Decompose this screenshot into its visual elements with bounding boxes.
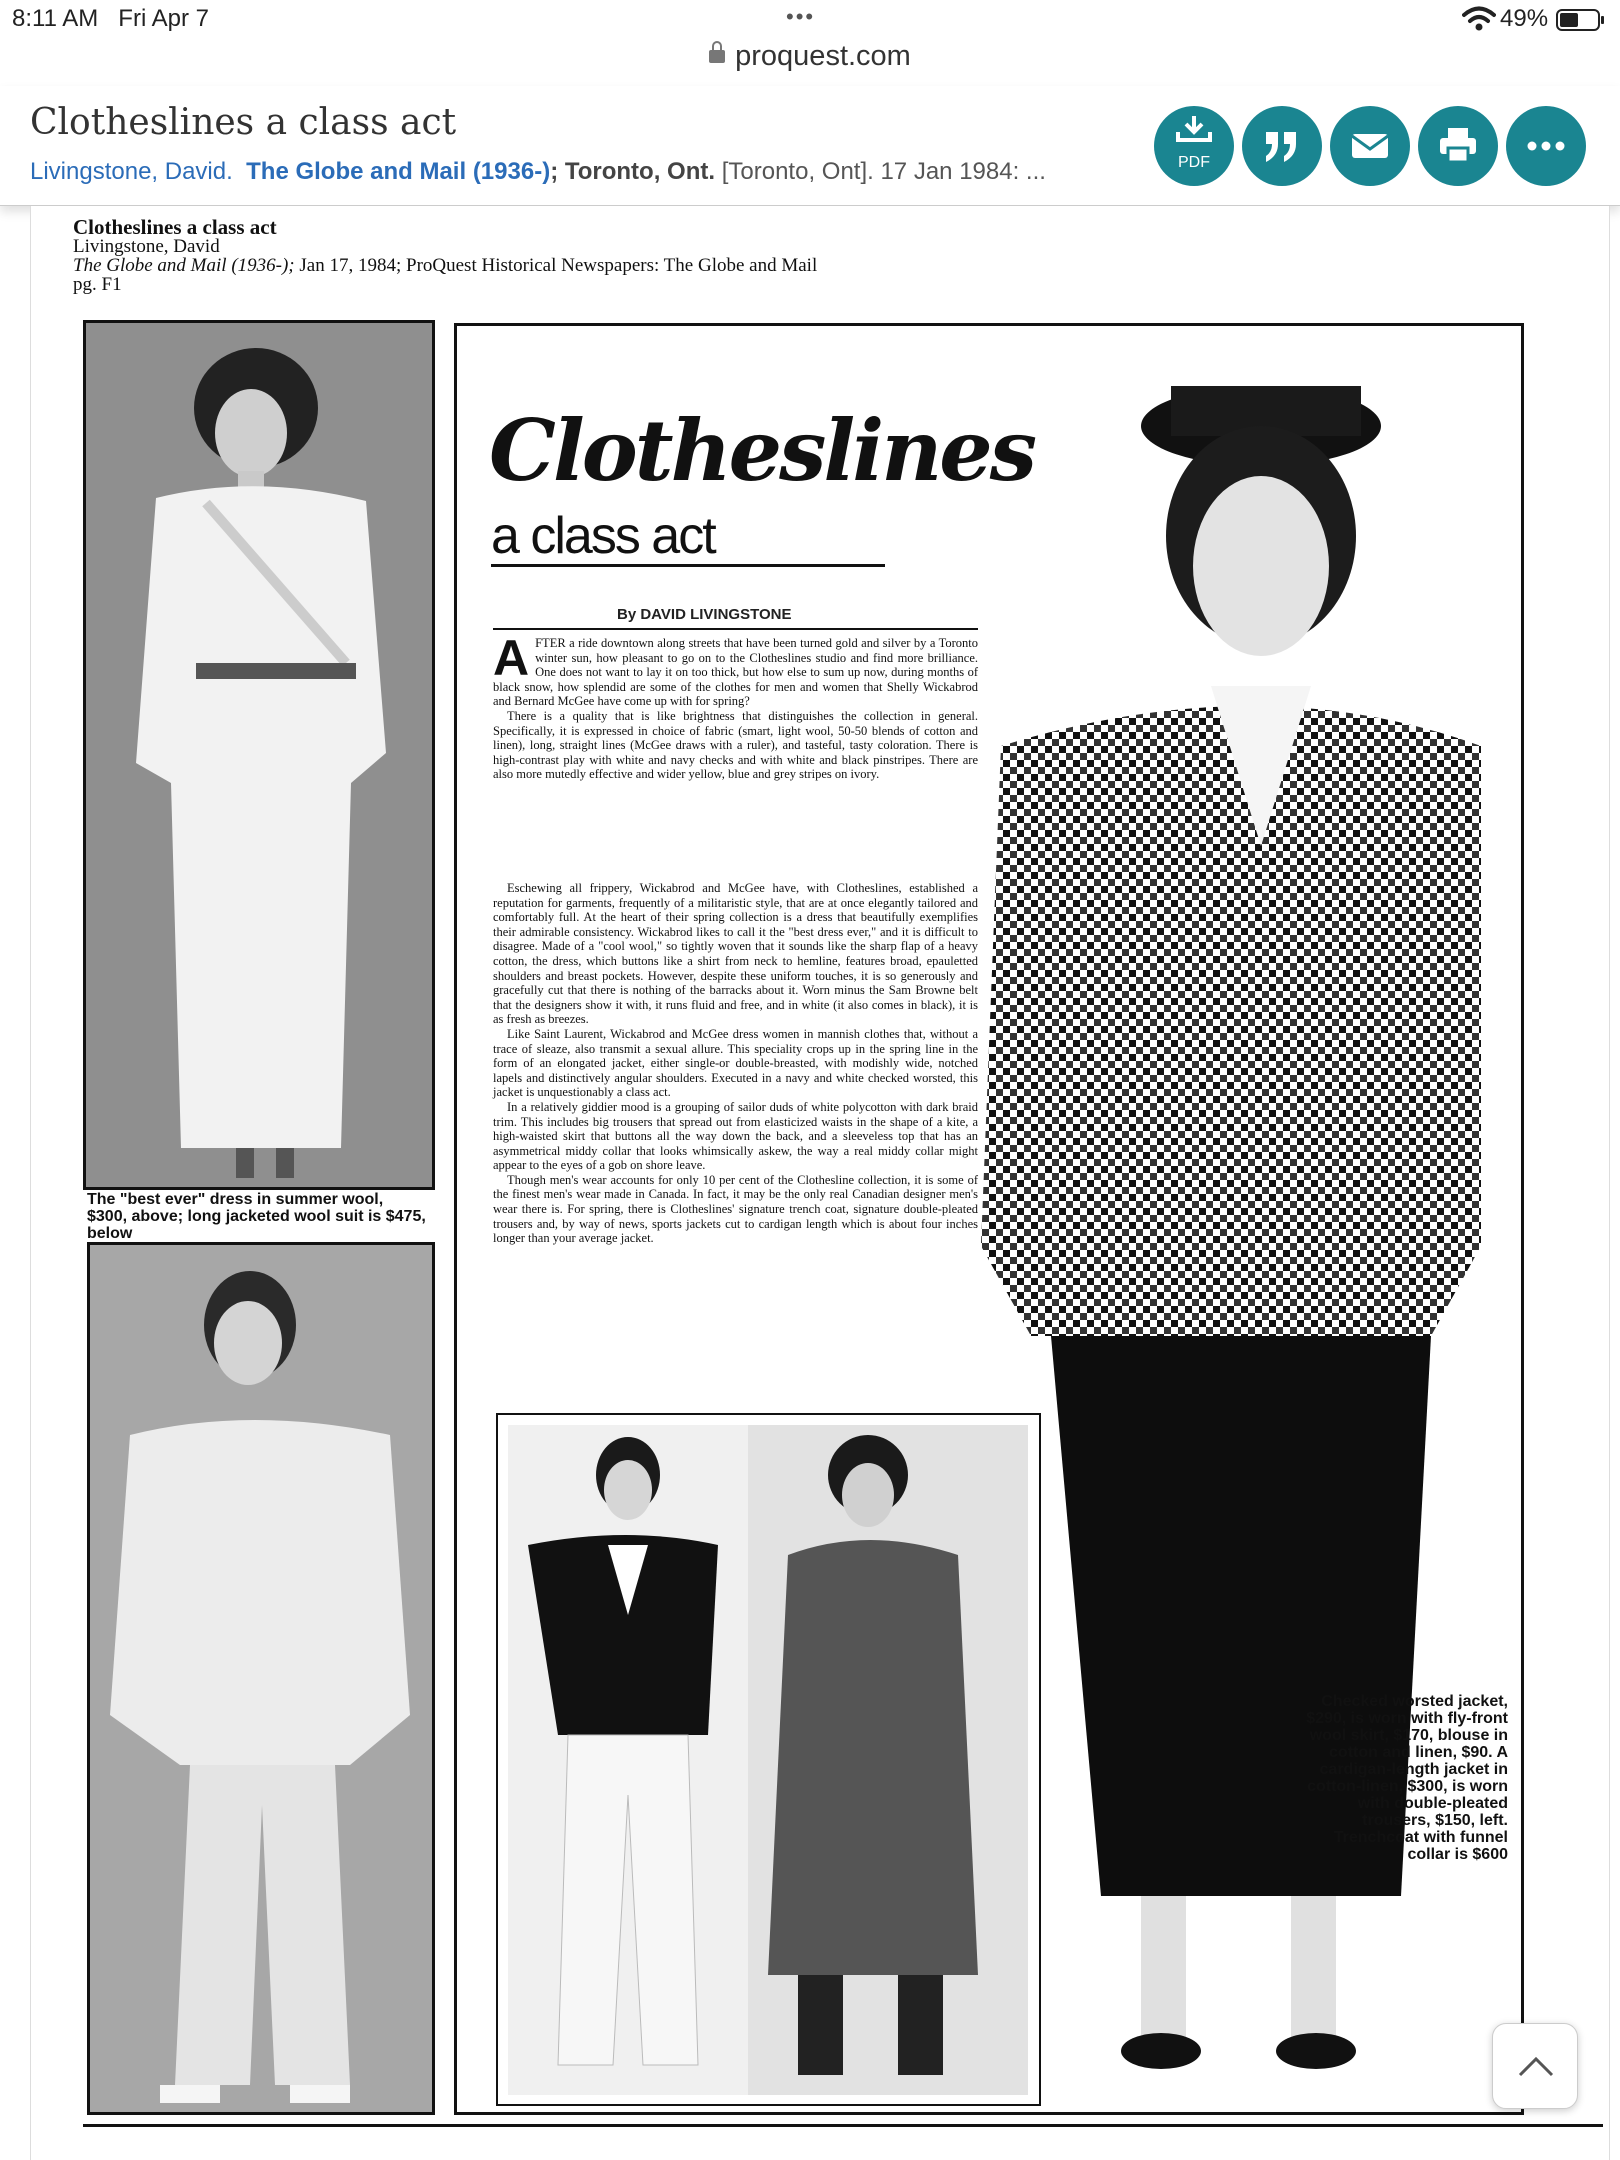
pdf-label: PDF bbox=[1178, 154, 1210, 171]
more-icon bbox=[1524, 124, 1568, 168]
publication-details: [Toronto, Ont]. 17 Jan 1984: ... bbox=[721, 158, 1046, 185]
left-caption: The "best ever" dress in summer wool, $300, above; long jacketed wool suit is $475, below bbox=[87, 1191, 426, 1242]
document-header bbox=[0, 86, 1620, 206]
author-link[interactable]: Livingstone, David. bbox=[30, 158, 233, 185]
email-button[interactable] bbox=[1330, 106, 1410, 186]
status-bar bbox=[0, 0, 1620, 42]
document-page bbox=[30, 206, 1610, 2160]
download-icon bbox=[1172, 114, 1216, 144]
print-icon bbox=[1436, 124, 1480, 168]
more-options-button[interactable] bbox=[1506, 106, 1586, 186]
article-headline: Clotheslines bbox=[489, 401, 1035, 500]
chevron-up-icon bbox=[1516, 2051, 1556, 2081]
address-bar[interactable] bbox=[0, 40, 1620, 82]
battery-icon bbox=[1556, 9, 1600, 31]
citation-details: Jan 17, 1984; ProQuest Historical Newspapers: The Globe and Mail bbox=[299, 255, 818, 276]
article-paragraph: Eschewing all frippery, Wickabrod and McGee have, with Clotheslines, established a reputation for garments, frequently of a militaristic style, that are at once elegantly tailored and comfortably full. At the heart of their spring collection is a dress that beautifully exemplifies their admirable consistency. Wickabrod likes to call it the "best dress ever," and it is difficult to disagree. Made of a "cool wool," so tightly woven that it sounds like the sharp flap of a heavy cotton, the dress, which buttons like a shirt from neck to hemline, features broad, epauletted shoulders and breast pockets. However, despite these uniform touches, it is so generously and gracefully cut that there is nothing of the barracks about it. Worn minus the Sam Browne belt that the designers show it with, it runs fluid and free, and in white (it also comes in black), it is as fresh as breezes. bbox=[493, 881, 978, 1027]
wifi-icon bbox=[1462, 6, 1496, 32]
citation-title: Clotheslines a class act bbox=[73, 215, 277, 239]
article-byline: By DAVID LIVINGSTONE bbox=[617, 606, 792, 623]
mail-icon bbox=[1348, 124, 1392, 168]
document-meta: Livingstone, David. The Globe and Mail (1936-); Toronto, Ont. [Toronto, Ont]. 17 Jan 1984: ... bbox=[30, 158, 1046, 185]
article-paragraph: There is a quality that is like brightness that distinguishes the collection in general. Specifically, it is expressed in choice of fabric (smart, light wool, 50-50 blends of cotton and linen), long, straight lines (McGee draws with a ruler), and tasteful, tasty coloration. There is high-contrast play with white and navy checks and with white and black pinstripes. There are also more mutedly effective and wider yellow, blue and grey stripes on ivory. bbox=[493, 708, 978, 782]
article-paragraph: Like Saint Laurent, Wickabrod and McGee dress women in mannish clothes that, without a trace of sleaze, also transmit a sexual allure. This speciality crops up in the spring line in the form of an elongated jacket, either single-or double-breasted, with modishly wide, notched lapels and distinctively angular shoulders. Executed in a navy and white checked worsted, this jacket is unquestionably a class act. bbox=[493, 1026, 978, 1100]
page-bottom-rule bbox=[83, 2124, 1603, 2127]
dress-photo bbox=[83, 320, 435, 1190]
publication-link[interactable]: The Globe and Mail (1936-) bbox=[246, 158, 551, 185]
suit-photo bbox=[87, 1242, 435, 2115]
citation-page: pg. F1 bbox=[73, 274, 122, 295]
battery-percent: 49% bbox=[1500, 5, 1549, 32]
citation-block bbox=[73, 215, 818, 295]
right-caption: Checked worsted jacket, $290, is worn with fly-front wool skirt, $170, blouse in cotton and linen, $90. A cardigan-length jacket in cotton-linen, $300, is worn with double-pleated trousers, $150, left. Trenchcoat with funnel collar is $600 bbox=[1306, 1693, 1508, 1863]
url-text: proquest.com bbox=[735, 40, 911, 72]
download-pdf-button[interactable] bbox=[1154, 106, 1234, 186]
cite-button[interactable] bbox=[1242, 106, 1322, 186]
status-time: 8:11 AM Fri Apr 7 bbox=[12, 5, 209, 32]
article-subhead: a class act bbox=[491, 508, 885, 567]
byline-rule bbox=[493, 628, 978, 630]
menswear-trenchcoat-photo bbox=[496, 1413, 1041, 2106]
citation-publication: The Globe and Mail (1936-); bbox=[73, 255, 295, 276]
quote-icon bbox=[1260, 124, 1304, 168]
scroll-to-top-button[interactable] bbox=[1492, 2023, 1578, 2109]
lock-icon bbox=[709, 50, 725, 63]
multitasking-dots-icon[interactable]: ••• bbox=[786, 4, 816, 29]
citation-author: Livingstone, David bbox=[73, 236, 220, 257]
print-button[interactable] bbox=[1418, 106, 1498, 186]
document-title: Clotheslines a class act bbox=[30, 102, 457, 143]
article-paragraph: In a relatively giddier mood is a grouping of sailor duds of white polycotton with dark braid trim. This includes big trousers that spread out from elasticized waists in the shape of a kite, a high-waisted skirt that buttons all the way down the back, and a sleeveless top that has an asymmetrical middy collar that looks whimsically askew, the way a real middy collar might appear to the eyes of a gob on shore leave. bbox=[493, 1099, 978, 1173]
location-text: Toronto, Ont. bbox=[564, 158, 716, 185]
dropcap: A bbox=[493, 630, 530, 686]
article-paragraph: FTER a ride downtown along streets that have been turned gold and silver by a Toronto winter sun, how pleasant to go on to the Clotheslines studio and find more brilliance. One does not want to lay it on too thick, but how else to sum up now, during months of black snow, how splendid are some of the clothes for men and women that Shelly Wickabrod and Bernard McGee have come up with for spring? bbox=[493, 636, 978, 709]
article-paragraph: Though men's wear accounts for only 10 per cent of the Clothesline collection, it is some of the finest men's wear made in Canada. In fact, it may be the only real Canadian designer men's wear there is. For spring, there is Clotheslines' signature trench coat, signature double-pleated trousers and, by way of news, sports jackets cut to cardigan length which is about four inches longer than your average jacket. bbox=[493, 1172, 978, 1246]
